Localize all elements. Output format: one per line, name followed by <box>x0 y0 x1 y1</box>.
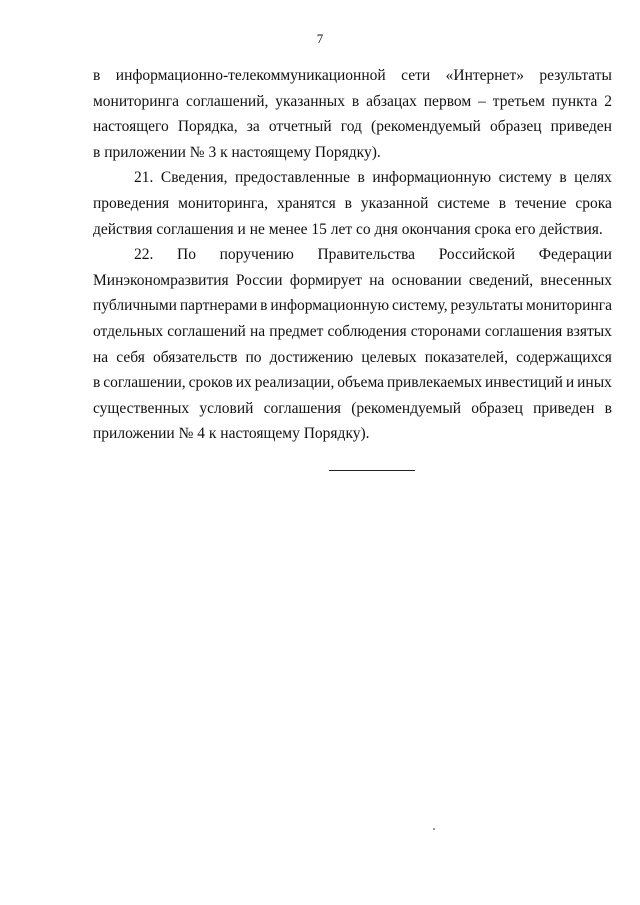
word: образец <box>471 399 523 417</box>
word: год <box>340 118 362 136</box>
word: проведения <box>93 194 170 212</box>
word: образец <box>489 118 542 136</box>
word: приведен <box>550 118 612 136</box>
text-line <box>93 296 612 322</box>
word: 21. <box>134 169 154 187</box>
text-line <box>93 92 612 118</box>
word: Порядка, <box>177 118 238 136</box>
word: реализации, <box>254 374 335 392</box>
word: в <box>344 194 352 212</box>
word: взятых <box>566 322 612 340</box>
text-line <box>93 168 612 194</box>
word: приведен <box>533 399 595 417</box>
word: по <box>245 348 262 366</box>
text-line <box>93 399 612 425</box>
word: информационную <box>270 297 390 315</box>
word: условий <box>199 399 254 417</box>
word: Сведения, <box>160 169 228 187</box>
word: целях <box>574 169 612 187</box>
word: отчетный <box>268 118 332 136</box>
word: сведений, <box>468 271 534 289</box>
word: партнерами <box>179 297 258 315</box>
word: (рекомендуемый <box>371 118 481 136</box>
word: основании <box>391 271 462 289</box>
word: результаты <box>539 67 612 84</box>
text-line <box>93 117 612 143</box>
word: поручению <box>219 246 294 264</box>
word: отдельных <box>93 322 164 340</box>
word: соглашений, <box>185 92 269 110</box>
word: третьем <box>492 92 545 110</box>
word: целевых <box>361 348 417 366</box>
word: настоящего <box>93 118 169 136</box>
text-line <box>93 66 612 92</box>
word: мониторинга <box>525 297 612 315</box>
word: инвестиций <box>485 374 563 392</box>
word: информационную <box>372 169 492 187</box>
word: в <box>93 374 101 392</box>
text-line <box>93 220 612 246</box>
word: указанной <box>360 194 429 212</box>
text-line <box>93 424 612 450</box>
word: систему <box>498 169 552 187</box>
word: и <box>565 374 575 392</box>
word: достижению <box>269 348 354 366</box>
word: хранятся <box>276 194 336 212</box>
word: действия соглашения и не менее 15 лет со дня окончания срока его действия. <box>93 220 603 238</box>
word: в <box>498 194 507 212</box>
text-line <box>93 322 612 348</box>
text-line <box>93 348 612 374</box>
word: за <box>246 118 260 136</box>
paragraph <box>93 66 612 168</box>
word: объема <box>337 374 385 392</box>
word: формирует <box>289 271 363 289</box>
word: системе <box>437 194 490 212</box>
word: содержащихся <box>516 348 612 366</box>
word: сроков <box>188 374 233 392</box>
word: в <box>604 399 612 417</box>
word: Минэкономразвития <box>93 271 229 289</box>
word: себя <box>116 348 145 366</box>
word: в <box>357 169 365 187</box>
word: на <box>249 322 266 340</box>
text-line <box>93 143 612 169</box>
word: первом <box>423 92 472 110</box>
word: в <box>559 169 567 187</box>
paragraph <box>93 245 612 450</box>
word: приложении № 4 к настоящему Порядку). <box>93 425 370 443</box>
word: результаты <box>450 297 524 315</box>
paragraph <box>93 168 612 245</box>
word: мониторинга, <box>178 194 269 212</box>
word: России <box>235 271 283 289</box>
word: на <box>369 271 385 289</box>
word: соглашения <box>484 322 563 340</box>
word: предмет <box>269 322 324 340</box>
text-line <box>93 245 612 271</box>
word: их <box>235 374 252 392</box>
word: обязательств <box>152 348 238 366</box>
word: в приложении № 3 к настоящему Порядку). <box>93 143 381 161</box>
word: соглашении, <box>103 374 186 392</box>
word: 2 <box>604 92 612 110</box>
word: «Интернет» <box>445 67 524 84</box>
word: существенных <box>93 399 190 417</box>
word: сети <box>401 67 431 84</box>
document-body <box>93 66 612 450</box>
word: внесенных <box>540 271 612 289</box>
word: предоставленные <box>234 169 351 187</box>
word: соблюдения <box>327 322 407 340</box>
word: информационно-телекоммуникационной <box>115 67 386 84</box>
page-number: 7 <box>316 31 324 46</box>
word: в <box>93 67 101 84</box>
word: привлекаемых <box>386 374 483 392</box>
text-line <box>93 194 612 220</box>
text-line <box>93 373 612 399</box>
word: Федерации <box>538 246 612 264</box>
word: иных <box>577 374 612 392</box>
word: соглашений <box>167 322 246 340</box>
word: показателей, <box>424 348 508 366</box>
word: пункта <box>551 92 598 110</box>
word: соглашения <box>263 399 342 417</box>
word: срока <box>575 194 612 212</box>
word: мониторинга <box>93 92 180 110</box>
word: Российской <box>438 246 516 264</box>
text-line <box>93 271 612 297</box>
word: публичными <box>93 297 177 315</box>
word: в <box>351 92 360 110</box>
word: на <box>93 348 109 366</box>
word: указанных <box>275 92 345 110</box>
word: По <box>177 246 196 264</box>
word: абзацах <box>366 92 417 110</box>
word: систему, <box>392 297 448 315</box>
word: в <box>260 297 268 315</box>
end-separator-line <box>329 470 415 471</box>
scan-speck <box>433 828 435 830</box>
word: (рекомендуемый <box>351 399 462 417</box>
word: Правительства <box>317 246 416 264</box>
word: сторонами <box>410 322 481 340</box>
word: течение <box>514 194 567 212</box>
word: 22. <box>134 246 154 264</box>
word: – <box>478 92 486 110</box>
